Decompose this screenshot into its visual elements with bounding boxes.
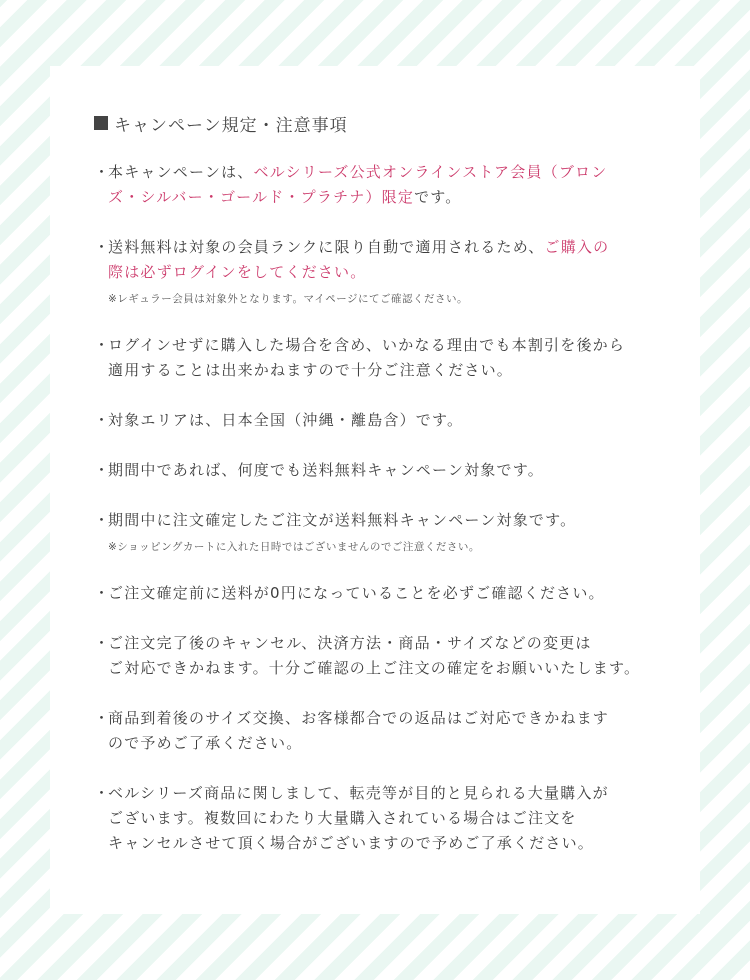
note-text: ございます。複数回にわたり大量購入されている場合はご注文を xyxy=(108,809,577,827)
note-line xyxy=(108,631,659,656)
notes-list-item xyxy=(94,508,659,556)
note-line xyxy=(108,508,659,533)
note-text: ご注文完了後のキャンセル、決済方法・商品・サイズなどの変更は xyxy=(108,634,592,652)
bullet-icon: ・ xyxy=(94,336,111,354)
note-line xyxy=(108,656,659,681)
note-text: 送料無料は対象の会員ランクに限り自動で適用されるため、 xyxy=(108,238,545,256)
note-text: ログインせずに購入した場合を含め、いかなる理由でも本割引を後から xyxy=(108,336,626,354)
note-text: キャンセルさせて頂く場合がございますので予めご了承ください。 xyxy=(108,834,595,852)
note-text: ご対応できかねます。十分ご確認の上ご注文の確定をお願いいたします。 xyxy=(108,659,641,677)
note-text: 商品到着後のサイズ交換、お客様都合での返品はご対応できかねます xyxy=(108,709,610,727)
note-line xyxy=(108,358,659,383)
note-line xyxy=(108,333,659,358)
heading-text: キャンペーン規定・注意事項 xyxy=(114,115,348,136)
note-text: 期間中に注文確定したご注文が送料無料キャンペーン対象です。 xyxy=(108,511,577,529)
note-line xyxy=(108,831,659,856)
notes-list xyxy=(94,160,659,856)
note-text: 本キャンペーンは、 xyxy=(108,163,254,181)
bullet-icon: ・ xyxy=(94,238,111,256)
note-text: 期間中であれば、何度でも送料無料キャンペーン対象です。 xyxy=(108,461,544,479)
bullet-icon: ・ xyxy=(94,411,111,429)
notes-list-item xyxy=(94,781,659,856)
notes-list-item xyxy=(94,160,659,210)
sub-note: ※レギュラー会員は対象外となります。マイページにてご確認ください。 xyxy=(108,293,469,305)
notes-list-item xyxy=(94,408,659,433)
note-line xyxy=(108,408,659,433)
square-bullet-icon xyxy=(94,116,108,130)
note-line xyxy=(108,235,659,260)
note-line xyxy=(108,185,659,210)
bullet-icon: ・ xyxy=(94,634,111,652)
notes-list-item xyxy=(94,235,659,308)
section-heading xyxy=(94,112,700,134)
note-line xyxy=(108,706,659,731)
note-line xyxy=(108,160,659,185)
bullet-icon: ・ xyxy=(94,511,111,529)
notice-card xyxy=(50,66,700,914)
note-text: ので予めご了承ください。 xyxy=(108,734,303,752)
notes-list-item xyxy=(94,333,659,383)
note-text: ベルシリーズ商品に関しまして、転売等が目的と見られる大量購入が xyxy=(108,784,609,802)
bullet-icon: ・ xyxy=(94,163,111,181)
notes-list-item xyxy=(94,458,659,483)
note-line xyxy=(108,458,659,483)
note-line xyxy=(108,806,659,831)
notes-list-item xyxy=(94,706,659,756)
note-text: 適用することは出来かねますので十分ご注意ください。 xyxy=(108,361,514,379)
highlight-text: ズ・シルバー・ゴールド・プラチナ）限定 xyxy=(108,188,415,206)
note-text: ご注文確定前に送料が0円になっていることを必ずご確認ください。 xyxy=(108,584,605,602)
highlight-text: ご購入の xyxy=(544,238,610,256)
note-line xyxy=(108,731,659,756)
note-text: です。 xyxy=(414,188,462,206)
sub-note: ※ショッピングカートに入れた日時ではございませんのでご注意ください。 xyxy=(108,541,480,553)
note-line xyxy=(108,781,659,806)
notes-list-item xyxy=(94,581,659,606)
bullet-icon: ・ xyxy=(94,584,111,602)
note-text: 対象エリアは、日本全国（沖縄・離島含）です。 xyxy=(108,411,464,429)
note-line xyxy=(108,260,659,285)
note-line xyxy=(108,581,659,606)
bullet-icon: ・ xyxy=(94,784,111,802)
highlight-text: 際は必ずログインをしてください。 xyxy=(108,263,367,281)
highlight-text: ベルシリーズ公式オンラインストア会員（ブロン xyxy=(253,163,608,181)
notes-list-item xyxy=(94,631,659,681)
bullet-icon: ・ xyxy=(94,461,111,479)
bullet-icon: ・ xyxy=(94,709,111,727)
